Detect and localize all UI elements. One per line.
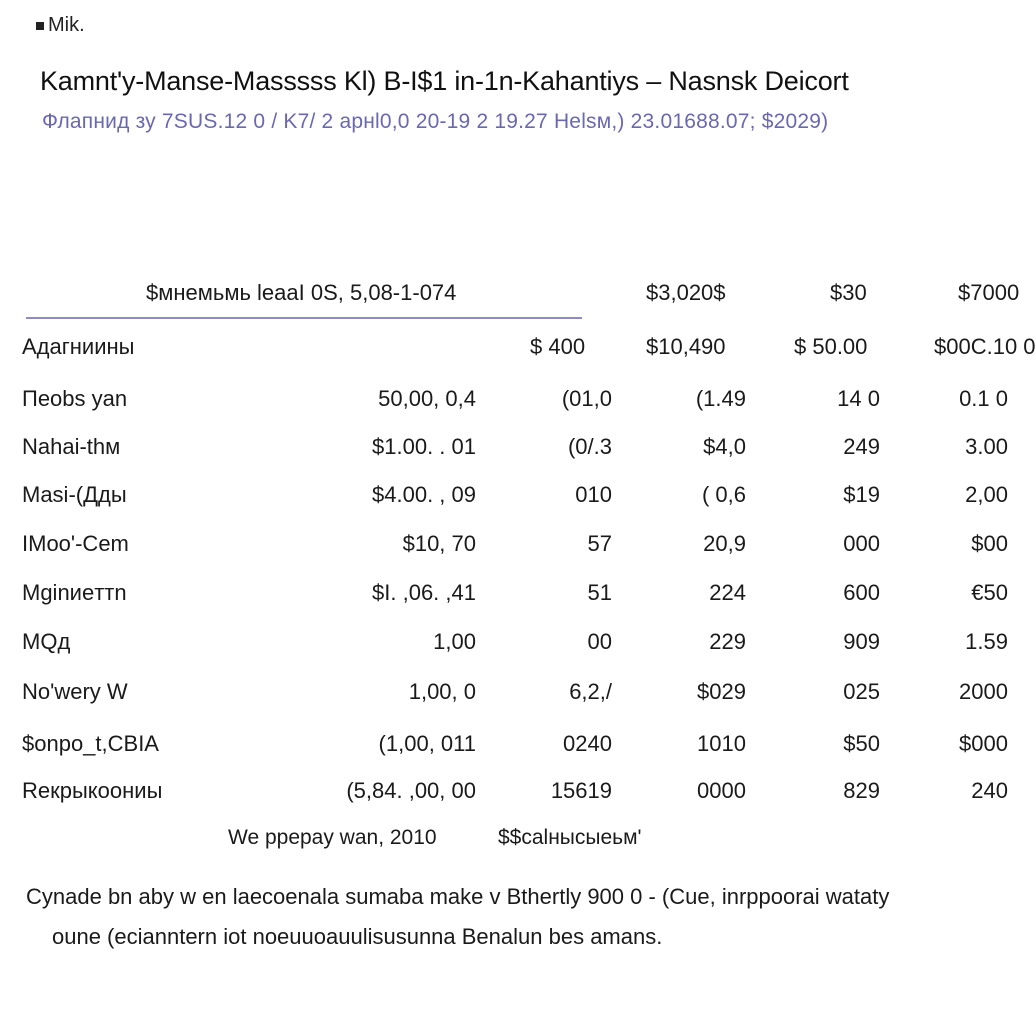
row-value: 829 [843,778,880,803]
row-value: $19 [843,482,880,507]
row-value: (1,00, 011 [378,731,476,756]
paragraph-line-1: Cynade bn aby w en laecoenala sumaba make v Bthertly 900 0 - (Cue, inrppoorai wataty [26,884,890,909]
table-header-col2: $3,020$ [646,280,726,305]
row-value: 0240 [563,731,612,756]
row-value: 2,00 [965,482,1008,507]
row-value: $10, 70 [402,531,476,556]
table-subheader-col4: $00С.10 0 [934,334,1036,359]
row-value: (1.49 [695,386,746,411]
row-value: 6,2,/ [569,679,612,704]
row-value: €50 [971,580,1008,605]
table-subheader-col2: $10,490 [646,334,726,359]
row-value: 20,9 [703,531,746,556]
row-value: $4,0 [703,434,746,459]
row-label: Rекрыкоониы [22,778,163,803]
row-label: Nahai-thм [22,434,121,459]
row-value: 51 [587,580,612,605]
row-value: 229 [709,629,746,654]
table-row [0,580,1024,620]
bullet-icon [36,22,44,30]
row-value: 3.00 [965,434,1008,459]
row-value: 1,00, 0 [408,679,476,704]
row-value: 1010 [697,731,746,756]
row-value: 57 [587,531,612,556]
row-label: Мginиeттn [22,580,127,605]
row-label: МQд [22,629,71,654]
row-label: $onpo_t,CBIA [22,731,159,756]
row-value: 0.1 0 [959,386,1008,411]
row-value: 0000 [697,778,746,803]
row-value: 240 [971,778,1008,803]
row-value: 1,00 [433,629,476,654]
table-header-col3: $30 [830,280,867,305]
row-value: 15619 [550,778,612,803]
row-value: 00 [587,629,612,654]
table-footnote-left: We ppepay wan, 2010 [228,826,437,849]
row-value: (01,0 [561,386,612,411]
document-title: Kamnt'y-Manse-Masssss Kl) B-I$1 in-1n-Kahantiys – Nasnsk Deicort [40,66,849,96]
row-value: $4.00. , 09 [372,482,476,507]
header-divider [26,317,582,319]
row-label: Nо'wery W [22,679,128,704]
table-row [0,434,1024,474]
table-row [0,386,1024,426]
row-value: (5,84. ,00, 00 [346,778,476,803]
row-value: $1.00. . 01 [372,434,476,459]
row-label: IMoo'-Cem [22,531,129,556]
row-value: 50,00, 0,4 [378,386,476,411]
table-row [0,531,1024,571]
row-value: 14 0 [837,386,880,411]
table-header-col4: $7000 [958,280,1020,305]
table-header-label: $мнемьмь leaaI 0S, 5,08-1-074 [146,280,457,305]
row-value: 2000 [959,679,1008,704]
table-row [0,629,1024,669]
row-value: 600 [843,580,880,605]
table-footnote-right: $$calнысыеьм' [498,826,642,849]
top-label [36,14,85,37]
row-value: 025 [843,679,880,704]
row-value: 224 [709,580,746,605]
row-value: 1.59 [965,629,1008,654]
document-subtitle: Флапнид зу 7SUS.12 0 / K7/ 2 apнl0,0 20-19 2 19.27 Helsм,) 23.01688.07; $2029) [42,110,829,133]
paragraph-line-2: oune (ecianntern iot noeuuoauulisusunna Benalun bes amans. [52,924,663,949]
row-label: Мasi-(Дды [22,482,127,507]
row-value: 000 [843,531,880,556]
row-value: $50 [843,731,880,756]
table-row [0,731,1024,771]
row-value: ( 0,6 [701,482,746,507]
row-value: 010 [575,482,612,507]
table-subheader-col3: $ 50.00 [794,334,868,359]
table-subheader-col1: $ 400 [530,334,586,359]
table-row [0,482,1024,522]
row-value: (0/.3 [567,434,612,459]
table-subheader-label: Адагниины [22,334,135,359]
row-label: Пеоbs yan [22,386,128,411]
table-row [0,778,1024,818]
table-row [0,679,1024,719]
top-label-text: Mik. [48,14,85,36]
row-value: $I. ,06. ,41 [372,580,476,605]
row-value: 249 [843,434,880,459]
row-value: $00 [971,531,1008,556]
row-value: $000 [959,731,1008,756]
row-value: $029 [697,679,746,704]
row-value: 909 [843,629,880,654]
